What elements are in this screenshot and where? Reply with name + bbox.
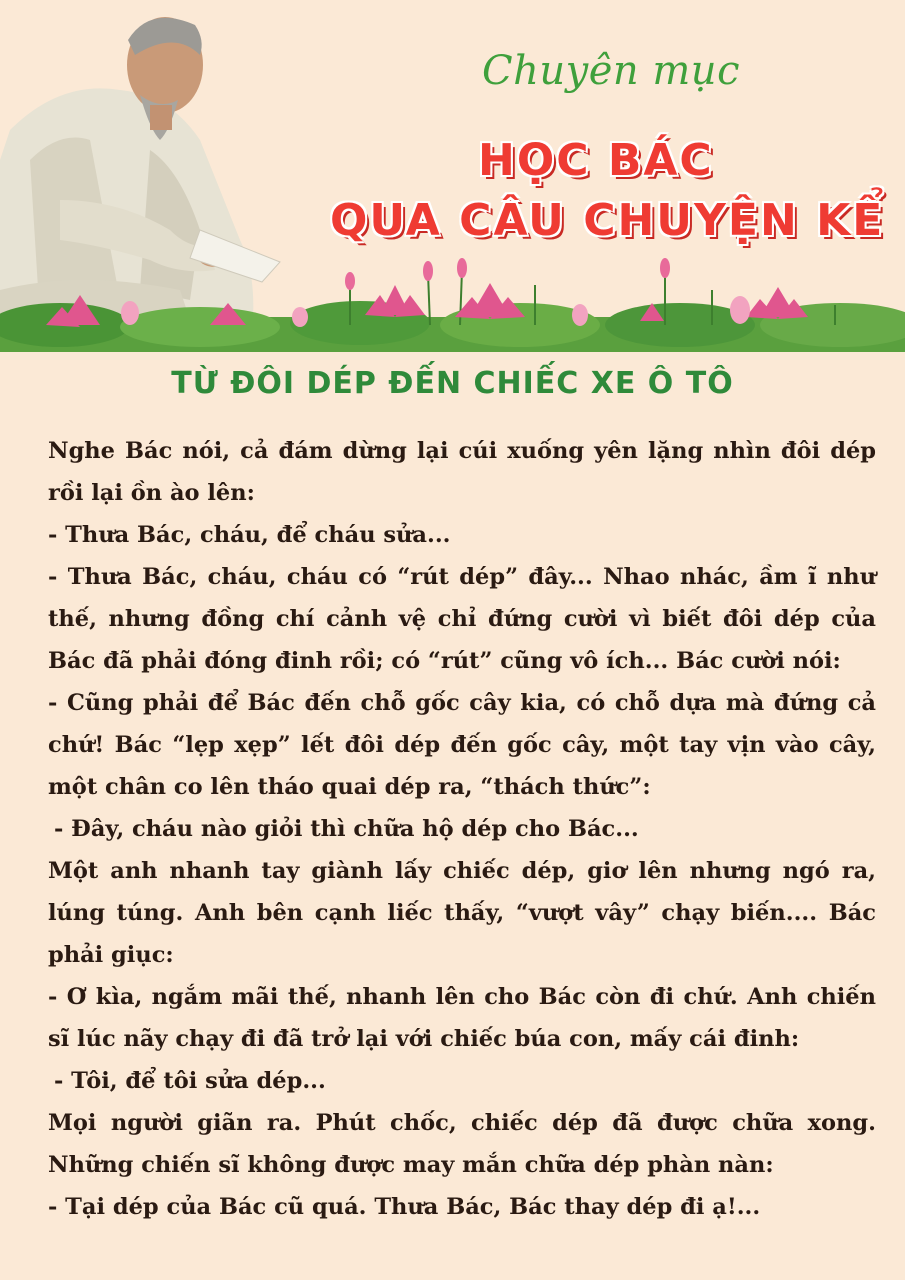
paragraph: Một anh nhanh tay giành lấy chiếc dép, giơ lên nhưng ngó ra, lúng túng. Anh bên cạnh liếc thấy, “vượt vây” chạy biến.... Bác phải giục: [48, 858, 876, 968]
paragraph: - Tôi, để tôi sửa dép... [54, 1068, 326, 1094]
paragraph: - Cũng phải để Bác đến chỗ gốc cây kia, có chỗ dựa mà đứng cả chứ! Bác “lẹp xẹp” lết đôi dép đến gốc cây, một tay vịn vào cây, một chân co lên tháo quai dép ra, “thách thức”: [48, 690, 876, 800]
paragraph: Nghe Bác nói, cả đám dừng lại cúi xuống yên lặng nhìn đôi dép rồi lại ồn ào lên: [48, 438, 876, 506]
article-body [48, 430, 876, 1228]
paragraph: Mọi người giãn ra. Phút chốc, chiếc dép đã được chữa xong. Những chiến sĩ không được may mắn chữa dép phàn nàn: [48, 1110, 876, 1178]
paragraph: - Ơ kìa, ngắm mãi thế, nhanh lên cho Bác còn đi chứ. Anh chiến sĩ lúc nãy chạy đi đã trở lại với chiếc búa con, mấy cái đinh: [48, 984, 876, 1052]
paragraph: - Thưa Bác, cháu, để cháu sửa... [48, 522, 451, 548]
series-label: Chuyên mục [482, 48, 740, 94]
paragraph: - Đây, cháu nào giỏi thì chữa hộ dép cho Bác... [54, 816, 639, 842]
header-banner [0, 0, 905, 352]
article-title: TỪ ĐÔI DÉP ĐẾN CHIẾC XE Ô TÔ [171, 366, 734, 401]
series-title-line1: HỌC BÁC [478, 135, 714, 186]
series-title-line2: QUA CÂU CHUYỆN KỂ [330, 195, 885, 246]
lotus-flowers-decoration [0, 255, 905, 352]
paragraph: - Tại dép của Bác cũ quá. Thưa Bác, Bác thay dép đi ạ!... [48, 1194, 761, 1220]
paragraph: - Thưa Bác, cháu, cháu có “rút dép” đây... Nhao nhác, ầm ĩ như thế, nhưng đồng chí cảnh vệ chỉ đứng cười vì biết đôi dép của Bác đã phải đóng đinh rồi; có “rút” cũng vô ích... Bác cười nói: [48, 564, 876, 674]
